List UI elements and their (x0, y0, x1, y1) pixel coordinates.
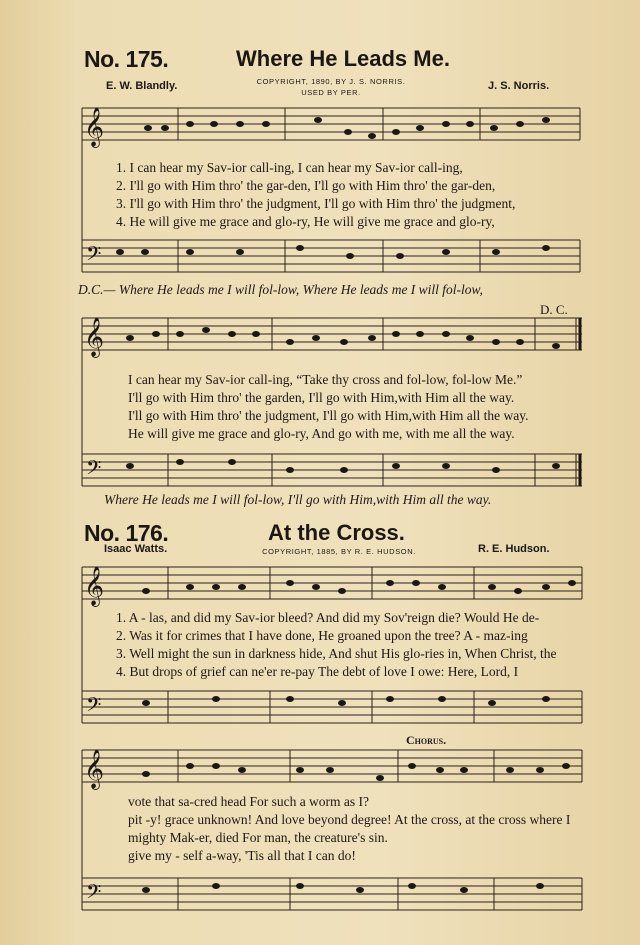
verse-line: 3. I'll go with Him thro' the judgment, I'll go with Him thro' the judgment, (116, 196, 516, 211)
staff-176-1-bass (82, 691, 582, 723)
staff-176-2-bass (82, 878, 582, 910)
copyright-notice (246, 76, 416, 98)
verse-line: 4. But drops of grief can ne'er re-pay The debt of love I owe: Here, Lord, I (116, 664, 519, 679)
bass-clef-icon: 𝄢 (86, 882, 102, 908)
staff-176-1-treble (82, 567, 582, 723)
refrain-end-line: Where He leads me I will fol-low, I'll go with Him,with Him all the way. (104, 492, 492, 507)
verse-line: mighty Mak-er, died For man, the creature's sin. (128, 830, 388, 845)
verse-line: give my - self a-way, 'Tis all that I can do! (128, 848, 356, 863)
dc-refrain-line: D.C.— Where He leads me I will fol-low, Where He leads me I will fol-low, (78, 282, 483, 297)
verse-line: vote that sa-cred head For such a worm as I? (128, 794, 370, 809)
chorus-label: Chorus. (406, 733, 447, 747)
treble-clef-icon: 𝄞 (84, 751, 105, 788)
staff-175-2-bass (82, 454, 582, 486)
treble-clef-icon: 𝄞 (84, 109, 105, 146)
treble-clef-icon: 𝄞 (84, 568, 105, 605)
verse-line: He will give me grace and glo-ry, And go with me, with me all the way. (128, 426, 515, 441)
verse-line: 1. I can hear my Sav-ior call-ing, I can hear my Sav-ior call-ing, (116, 160, 463, 175)
verse-line: pit -y! grace unknown! And love beyond degree! At the cross, at the cross where I (128, 812, 571, 827)
composer-credit: R. E. Hudson. (478, 543, 550, 555)
copyright-notice: COPYRIGHT, 1885, BY R. E. HUDSON. (262, 547, 416, 556)
composer-credit: J. S. Norris. (488, 80, 550, 92)
verse-line: 2. I'll go with Him thro' the gar-den, I'll go with Him thro' the gar-den, (116, 178, 496, 193)
bass-clef-icon: 𝄢 (86, 458, 102, 484)
hymn-title: Where He Leads Me. (236, 46, 450, 71)
copyright-line: USED BY PER. (301, 88, 361, 97)
hymn-number: No. 175. (84, 46, 169, 72)
verse-line: I'll go with Him thro' the garden, I'll go with Him,with Him all the way. (128, 390, 515, 405)
bass-clef-icon: 𝄢 (86, 695, 102, 721)
treble-clef-icon: 𝄞 (84, 319, 105, 356)
verse-line: 2. Was it for crimes that I have done, He groaned upon the tree? A - maz-ing (116, 628, 528, 643)
hymn-number: No. 176. (84, 520, 169, 546)
bass-clef-icon: 𝄢 (86, 244, 102, 270)
staff-175-1-bass (82, 240, 580, 272)
verse-line: I can hear my Sav-ior call-ing, “Take thy cross and fol-low, fol-low Me.” (128, 372, 523, 387)
lyricist-credit: E. W. Blandly. (106, 80, 178, 92)
copyright-line: COPYRIGHT, 1890, BY J. S. NORRIS. (256, 77, 406, 86)
dc-mark: D. C. (540, 302, 568, 317)
verse-line: I'll go with Him thro' the judgment, I'll go with Him,with Him all the way. (128, 408, 529, 423)
verse-line: 3. Well might the sun in darkness hide, And shut His glo-ries in, When Christ, the (116, 646, 557, 661)
hymn-title: At the Cross. (268, 520, 405, 545)
lyricist-credit: Isaac Watts. (104, 543, 168, 555)
verse-line: 4. He will give me grace and glo-ry, He will give me grace and glo-ry, (116, 214, 495, 229)
verse-line: 1. A - las, and did my Sav-ior bleed? And did my Sov'reign die? Would He de- (116, 610, 540, 625)
